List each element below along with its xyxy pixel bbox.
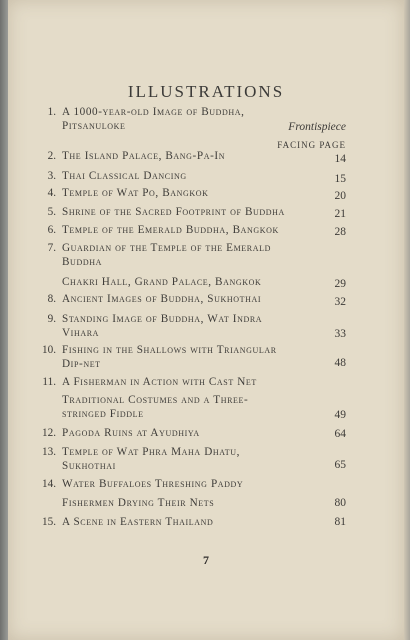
entry-number: 10. xyxy=(42,344,56,356)
entry-number: 4. xyxy=(47,187,56,199)
entry-number: 1. xyxy=(47,106,56,118)
entry-page: 21 xyxy=(334,208,346,220)
entry-number: 2. xyxy=(47,150,56,162)
entry-line: Chakri Hall, Grand Palace, Bangkok xyxy=(62,276,262,288)
entry-line: Fishermen Drying Their Nets xyxy=(62,497,215,509)
page-folio-number: 7 xyxy=(203,553,209,567)
entry-number: 13. xyxy=(42,446,56,458)
entry-line: Fishing in the Shallows with Triangular xyxy=(62,344,277,356)
entry-page: Frontispiece xyxy=(288,121,346,133)
book-page xyxy=(8,0,404,640)
entry-line: Sukhothai xyxy=(62,460,116,472)
entry-page: 48 xyxy=(334,357,346,369)
entry-page: 81 xyxy=(334,516,346,528)
entry-page: 29 xyxy=(334,278,346,290)
entry-number: 5. xyxy=(47,206,56,218)
facing-page-header: FACING PAGE xyxy=(277,140,346,150)
entry-line: Temple of Wat Po, Bangkok xyxy=(62,187,209,199)
entry-number: 7. xyxy=(47,242,56,254)
entry-number: 9. xyxy=(47,313,56,325)
page-title: ILLUSTRATIONS xyxy=(127,82,285,101)
entry-page: 80 xyxy=(334,497,346,509)
entry-number: 3. xyxy=(47,170,56,182)
entry-line: A Scene in Eastern Thailand xyxy=(62,516,214,528)
entry-line: Pitsanuloke xyxy=(62,120,126,132)
entry-line: stringed Fiddle xyxy=(62,408,144,420)
entry-line: Ancient Images of Buddha, Sukhothai xyxy=(62,293,262,305)
entry-line: Traditional Costumes and a Three- xyxy=(62,394,249,406)
entry-line: Dip-net xyxy=(62,358,101,370)
entry-line: A 1000-year-old Image of Buddha, xyxy=(62,106,245,118)
entry-number: 8. xyxy=(47,293,56,305)
entry-page: 28 xyxy=(334,226,346,238)
entry-line: Vihara xyxy=(62,327,100,339)
entry-page: 14 xyxy=(334,153,346,165)
entry-line: Temple of Wat Phra Maha Dhatu, xyxy=(62,446,241,458)
entry-line: Thai Classical Dancing xyxy=(62,170,187,182)
entry-line: Guardian of the Temple of the Emerald xyxy=(62,242,271,254)
entry-line: Pagoda Ruins at Ayudhiya xyxy=(62,427,200,439)
entry-page: 32 xyxy=(334,296,346,308)
entry-number: 15. xyxy=(42,516,56,528)
entry-line: The Island Palace, Bang-Pa-In xyxy=(62,150,226,162)
entry-page: 65 xyxy=(334,459,346,471)
entry-line: Buddha xyxy=(62,256,102,268)
entry-page: 64 xyxy=(334,428,346,440)
entry-line: Temple of the Emerald Buddha, Bangkok xyxy=(62,224,279,236)
entry-page: 15 xyxy=(334,173,346,185)
entry-number: 11. xyxy=(42,376,56,388)
entry-page: 33 xyxy=(334,328,346,340)
entry-page: 20 xyxy=(334,190,346,202)
page-edge xyxy=(404,0,410,640)
entry-number: 12. xyxy=(42,427,56,439)
entry-page: 49 xyxy=(334,409,346,421)
entry-number: 6. xyxy=(47,224,56,236)
entry-line: Shrine of the Sacred Footprint of Buddha xyxy=(62,206,285,218)
book-gutter-shadow xyxy=(0,0,8,640)
entry-line: Standing Image of Buddha, Wat Indra xyxy=(62,313,263,325)
entry-line: Water Buffaloes Threshing Paddy xyxy=(62,478,244,490)
entry-number: 14. xyxy=(42,478,56,490)
entry-line: A Fisherman in Action with Cast Net xyxy=(62,376,257,388)
